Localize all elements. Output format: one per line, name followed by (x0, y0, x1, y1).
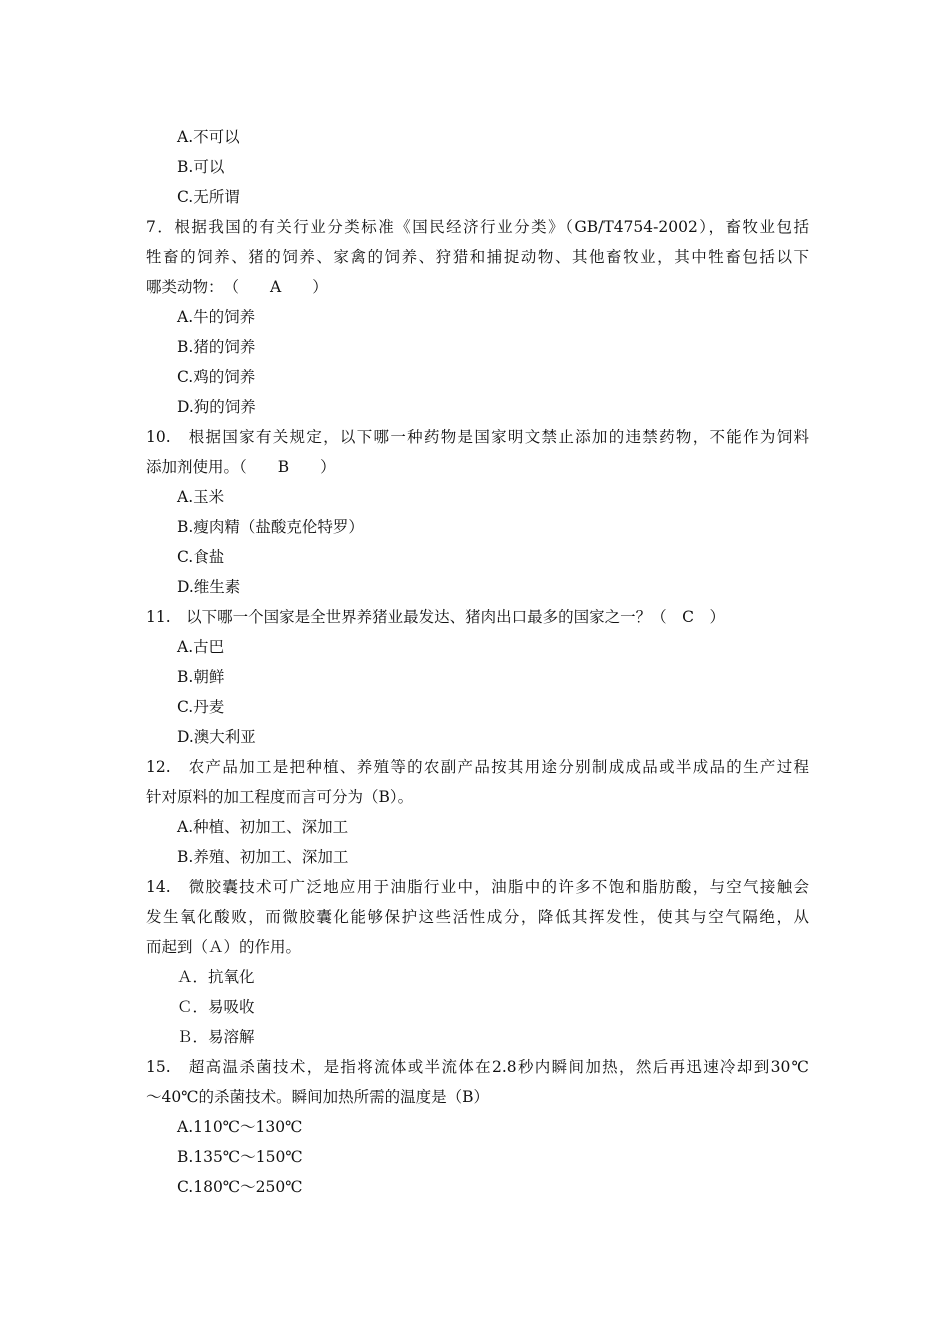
answer-option: B.可以 (177, 158, 225, 176)
answer-option: B.朝鲜 (177, 668, 225, 686)
answer-option: A.种植、初加工、深加工 (177, 818, 349, 836)
answer-option: B.养殖、初加工、深加工 (177, 848, 349, 866)
answer-option: C.180℃～250℃ (177, 1178, 303, 1196)
question-text-line: 而起到（Ａ）的作用。 (146, 938, 302, 956)
answer-option: D.澳大利亚 (177, 728, 256, 746)
answer-option: A.牛的饲养 (177, 308, 256, 326)
answer-option: A.不可以 (177, 128, 240, 146)
answer-option: D.狗的饲养 (177, 398, 256, 416)
answer-option: Ｂ．易溶解 (177, 1028, 255, 1046)
answer-option: C.食盐 (177, 548, 225, 566)
question-text-line: 15. 超高温杀菌技术，是指将流体或半流体在2.8秒内瞬间加热，然后再迅速冷却到30℃ (146, 1058, 809, 1076)
question-text-line: 12. 农产品加工是把种植、养殖等的农副产品按其用途分别制成成品或半成品的生产过程 (146, 758, 809, 776)
answer-option: C.无所谓 (177, 188, 240, 206)
answer-option: C.鸡的饲养 (177, 368, 256, 386)
question-text-line: 14. 微胶囊技术可广泛地应用于油脂行业中，油脂中的许多不饱和脂肪酸，与空气接触会 (146, 878, 809, 896)
answer-option: B.135℃～150℃ (177, 1148, 303, 1166)
answer-option: A.110℃～130℃ (177, 1118, 303, 1136)
answer-option: D.维生素 (177, 578, 241, 596)
answer-option: C.丹麦 (177, 698, 225, 716)
question-text-line: 哪类动物： （ A ） (146, 278, 328, 296)
question-text-line: ～40℃的杀菌技术。瞬间加热所需的温度是（B） (146, 1088, 489, 1106)
question-text-line: 添加剂使用。（ B ） (146, 458, 336, 476)
answer-option: A.玉米 (177, 488, 225, 506)
question-text-line: 牲畜的饲养、猪的饲养、家禽的饲养、狩猎和捕捉动物、其他畜牧业，其中牲畜包括以下 (146, 248, 809, 266)
question-text-line: 7．根据我国的有关行业分类标准《国民经济行业分类》（GB/T4754-2002），畜牧业包括 (146, 218, 809, 236)
question-text-line: 发生氧化酸败，而微胶囊化能够保护这些活性成分，降低其挥发性，使其与空气隔绝，从 (146, 908, 809, 926)
answer-option: A.古巴 (177, 638, 225, 656)
answer-option: B.瘦肉精（盐酸克伦特罗） (177, 518, 364, 536)
question-text-line: 针对原料的加工程度而言可分为（B）。 (146, 788, 414, 806)
answer-option: Ｃ．易吸收 (177, 998, 255, 1016)
question-text-line: 11. 以下哪一个国家是全世界养猪业最发达、猪肉出口最多的国家之一？（ C ） (146, 608, 726, 626)
answer-option: Ａ．抗氧化 (177, 968, 255, 986)
question-text-line: 10. 根据国家有关规定，以下哪一种药物是国家明文禁止添加的违禁药物，不能作为饲料 (146, 428, 809, 446)
answer-option: B.猪的饲养 (177, 338, 256, 356)
